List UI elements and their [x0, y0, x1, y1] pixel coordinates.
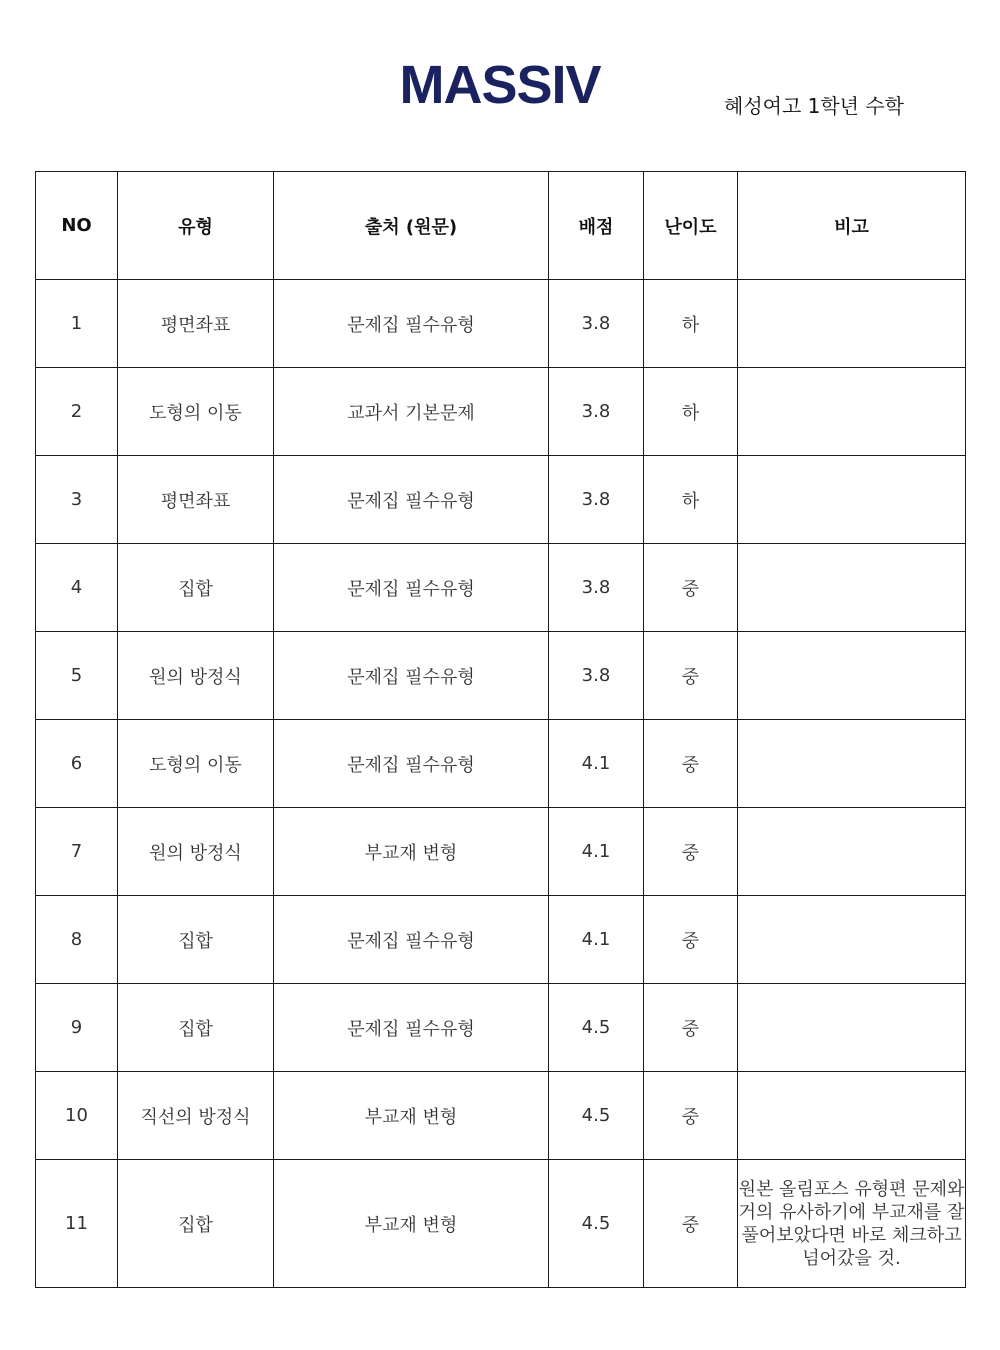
cell-no: 10 [36, 1072, 118, 1160]
cell-type: 집합 [118, 984, 274, 1072]
cell-score: 4.5 [549, 984, 644, 1072]
table-row [36, 808, 966, 896]
cell-difficulty: 중 [644, 632, 738, 720]
table-header-row [36, 172, 966, 280]
table-row [36, 720, 966, 808]
cell-score: 4.1 [549, 896, 644, 984]
cell-type: 평면좌표 [118, 280, 274, 368]
cell-note [738, 456, 966, 544]
cell-source: 문제집 필수유형 [274, 456, 549, 544]
column-header-type: 유형 [118, 172, 274, 280]
cell-score: 4.5 [549, 1072, 644, 1160]
cell-source: 부교재 변형 [274, 1160, 549, 1288]
table-row [36, 632, 966, 720]
cell-no: 6 [36, 720, 118, 808]
column-header-source: 출처 (원문) [274, 172, 549, 280]
cell-note [738, 984, 966, 1072]
table-row [36, 896, 966, 984]
cell-no: 7 [36, 808, 118, 896]
column-header-note: 비고 [738, 172, 966, 280]
cell-difficulty: 중 [644, 1072, 738, 1160]
cell-difficulty: 중 [644, 984, 738, 1072]
cell-source: 부교재 변형 [274, 808, 549, 896]
cell-note [738, 632, 966, 720]
cell-score: 3.8 [549, 544, 644, 632]
cell-no: 8 [36, 896, 118, 984]
table-row [36, 1160, 966, 1288]
cell-note: 원본 올림포스 유형편 문제와 거의 유사하기에 부교재를 잘 풀어보았다면 바로 체크하고 넘어갔을 것. [738, 1160, 966, 1288]
cell-type: 집합 [118, 544, 274, 632]
cell-score: 4.5 [549, 1160, 644, 1288]
cell-score: 3.8 [549, 456, 644, 544]
cell-score: 4.1 [549, 808, 644, 896]
cell-difficulty: 하 [644, 280, 738, 368]
cell-note [738, 720, 966, 808]
cell-no: 4 [36, 544, 118, 632]
cell-source: 문제집 필수유형 [274, 544, 549, 632]
cell-difficulty: 중 [644, 808, 738, 896]
cell-type: 원의 방정식 [118, 632, 274, 720]
cell-type: 도형의 이동 [118, 368, 274, 456]
cell-type: 평면좌표 [118, 456, 274, 544]
cell-no: 11 [36, 1160, 118, 1288]
column-header-score: 배점 [549, 172, 644, 280]
cell-difficulty: 중 [644, 544, 738, 632]
cell-score: 3.8 [549, 280, 644, 368]
document-subtitle: 혜성여고 1학년 수학 [724, 94, 904, 118]
cell-type: 집합 [118, 1160, 274, 1288]
cell-no: 3 [36, 456, 118, 544]
cell-type: 원의 방정식 [118, 808, 274, 896]
cell-source: 문제집 필수유형 [274, 632, 549, 720]
cell-no: 1 [36, 280, 118, 368]
cell-score: 3.8 [549, 368, 644, 456]
cell-no: 9 [36, 984, 118, 1072]
column-header-no: NO [36, 172, 118, 280]
cell-source: 문제집 필수유형 [274, 280, 549, 368]
table-row [36, 544, 966, 632]
table-row [36, 368, 966, 456]
cell-score: 3.8 [549, 632, 644, 720]
table-row [36, 280, 966, 368]
cell-source: 문제집 필수유형 [274, 984, 549, 1072]
cell-no: 2 [36, 368, 118, 456]
table-row [36, 1072, 966, 1160]
cell-source: 문제집 필수유형 [274, 896, 549, 984]
cell-note [738, 368, 966, 456]
massiv-logo: MASSIV [399, 55, 601, 115]
cell-note [738, 808, 966, 896]
cell-note [738, 544, 966, 632]
cell-score: 4.1 [549, 720, 644, 808]
cell-difficulty: 중 [644, 1160, 738, 1288]
cell-type: 집합 [118, 896, 274, 984]
table-row [36, 456, 966, 544]
cell-difficulty: 하 [644, 368, 738, 456]
cell-no: 5 [36, 632, 118, 720]
cell-note [738, 1072, 966, 1160]
cell-difficulty: 중 [644, 896, 738, 984]
cell-note [738, 896, 966, 984]
cell-type: 도형의 이동 [118, 720, 274, 808]
cell-note [738, 280, 966, 368]
cell-source: 교과서 기본문제 [274, 368, 549, 456]
cell-difficulty: 하 [644, 456, 738, 544]
cell-difficulty: 중 [644, 720, 738, 808]
exam-analysis-table [35, 171, 966, 1288]
cell-source: 문제집 필수유형 [274, 720, 549, 808]
table-row [36, 984, 966, 1072]
column-header-difficulty: 난이도 [644, 172, 738, 280]
cell-source: 부교재 변형 [274, 1072, 549, 1160]
cell-type: 직선의 방정식 [118, 1072, 274, 1160]
